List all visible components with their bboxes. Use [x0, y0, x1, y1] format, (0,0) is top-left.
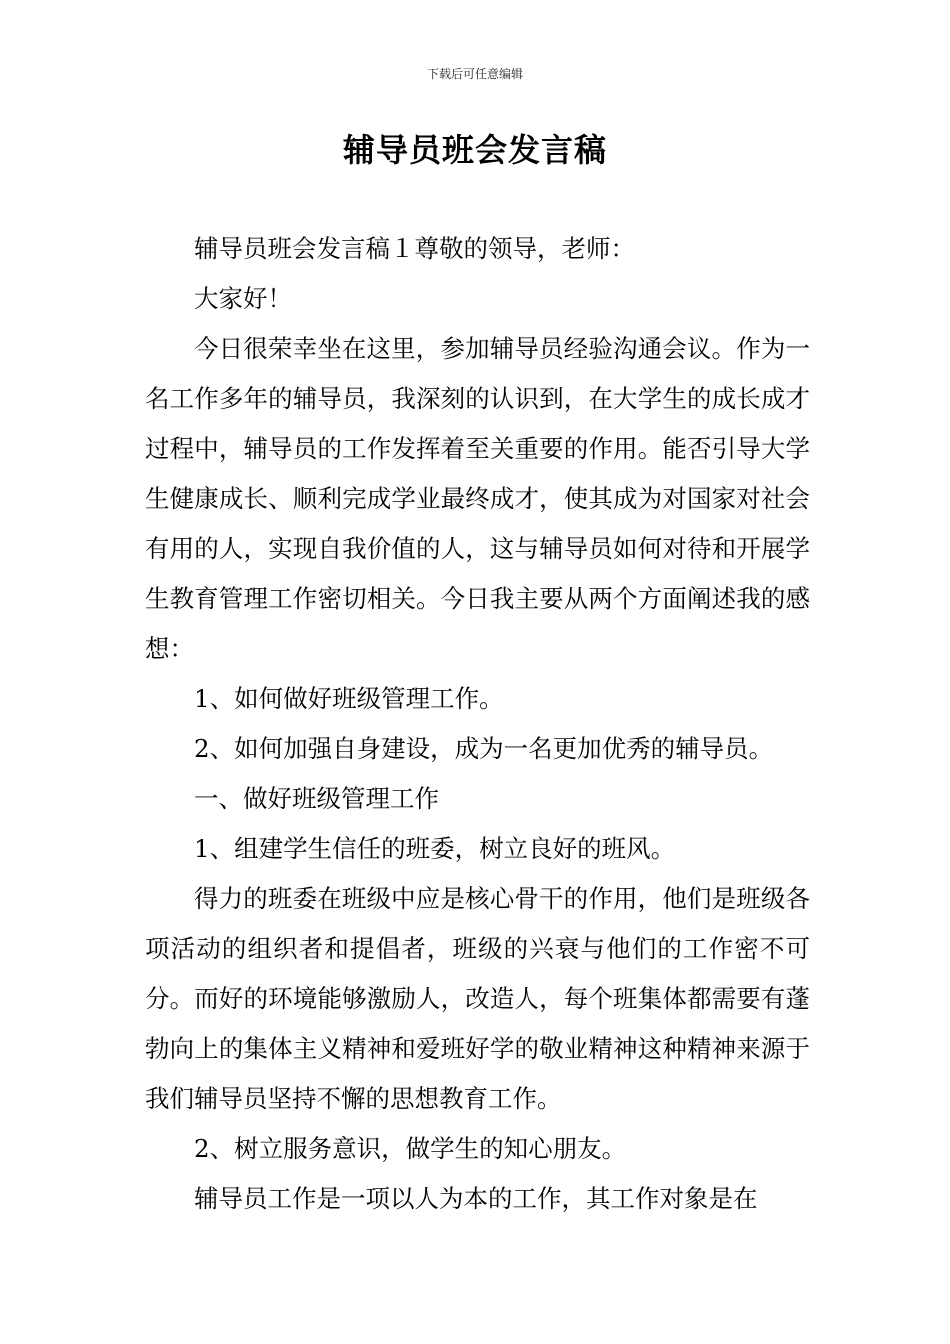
header-note: 下载后可任意编辑: [426, 67, 523, 81]
paragraph-service: 辅导员工作是一项以人为本的工作，其工作对象是在: [194, 1184, 758, 1213]
subheading-2: 2、树立服务意识，做学生的知心朋友。: [194, 1134, 627, 1163]
document-body: [145, 224, 810, 1224]
paragraph-greeting: 大家好！: [194, 284, 292, 313]
paragraph-point-2: 2、如何加强自身建设，成为一名更加优秀的辅导员。: [194, 734, 774, 763]
paragraph-class-committee: 得力的班委在班级中应是核心骨干的作用，他们是班级各项活动的组织者和提倡者，班级的兴衰与他们的工作密不可分。而好的环境能够激励人，改造人，每个班集体都需要有蓬勃向上的集体主义精神和爱班好学的敬业精神这种精神来源于我们辅导员坚持不懈的思想教育工作。: [145, 884, 810, 1113]
paragraph-salutation: 辅导员班会发言稿１尊敬的领导，老师：: [194, 234, 635, 263]
subheading-1: 1、组建学生信任的班委，树立良好的班风。: [194, 834, 676, 863]
document-title: 辅导员班会发言稿: [342, 131, 607, 169]
paragraph-point-1: 1、如何做好班级管理工作。: [194, 684, 504, 713]
paragraph-intro: 今日很荣幸坐在这里，参加辅导员经验沟通会议。作为一名工作多年的辅导员，我深刻的认识到，在大学生的成长成才过程中，辅导员的工作发挥着至关重要的作用。能否引导大学生健康成长、顺利完成学业最终成才，使其成为对国家对社会有用的人，实现自我价值的人，这与辅导员如何对待和开展学生教育管理工作密切相关。今日我主要从两个方面阐述我的感想：: [145, 334, 810, 663]
section-heading-1: 一、做好班级管理工作: [194, 784, 439, 813]
